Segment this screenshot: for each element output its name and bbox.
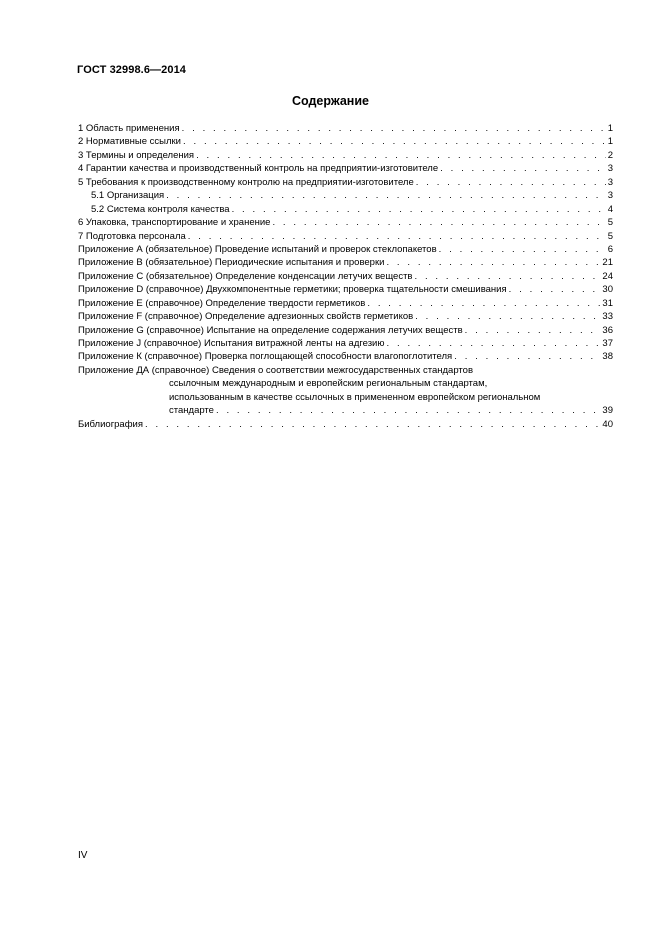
- toc-entry-annex-c[interactable]: [78, 270, 613, 283]
- toc-entry-normative-refs[interactable]: [78, 135, 613, 148]
- toc-entry-label: 1 Область применения: [78, 123, 180, 134]
- dot-leader: [272, 216, 605, 229]
- toc-entry-terms[interactable]: [78, 149, 613, 162]
- toc-entry-bibliography[interactable]: [78, 418, 613, 431]
- toc-entry-quality-system[interactable]: [78, 203, 613, 216]
- toc-entry-page: 39: [602, 405, 613, 417]
- toc-entry-label: 5.1 Организация: [91, 190, 165, 202]
- table-of-contents: [78, 122, 613, 431]
- toc-entry-label: 2 Нормативные ссылки: [78, 136, 181, 148]
- toc-entry-label-continuation: использованным в качестве ссылочных в примененном европейском региональном: [169, 391, 541, 403]
- dot-leader: [188, 230, 606, 243]
- toc-entry-annex-b[interactable]: [78, 256, 613, 269]
- toc-entry-label: Приложение G (справочное) Испытание на определение содержания летучих веществ: [78, 324, 463, 336]
- dot-leader: [454, 350, 600, 363]
- toc-entry-label-continuation: стандарте: [169, 405, 214, 417]
- toc-entry-label: Приложение К (справочное) Проверка поглощающей способности влагопоглотителя: [78, 351, 453, 363]
- toc-entry-label-continuation: ссылочным международным и европейским региональным стандартам,: [169, 378, 488, 390]
- toc-entry-label: Библиография: [78, 418, 143, 430]
- dot-leader: [367, 297, 600, 310]
- toc-entry-label: 5 Требования к производственному контролю на предприятии-изготовителе: [78, 176, 414, 188]
- toc-entry-packaging[interactable]: [78, 216, 613, 229]
- dot-leader: [196, 149, 606, 162]
- toc-entry-page: 38: [602, 351, 613, 363]
- dot-leader: [183, 135, 606, 148]
- dot-leader: [166, 189, 606, 202]
- toc-entry-page: 36: [602, 324, 613, 336]
- toc-entry-page: 21: [602, 257, 613, 269]
- dot-leader: [182, 122, 606, 135]
- toc-entry-scope[interactable]: [78, 122, 613, 135]
- dot-leader: [440, 162, 606, 175]
- toc-entry-page: 24: [602, 270, 613, 282]
- toc-entry-label: 7 Подготовка персонала: [78, 230, 186, 242]
- toc-entry-personnel[interactable]: [78, 230, 613, 243]
- toc-entry-annex-d[interactable]: [78, 283, 613, 296]
- toc-entry-label: 5.2 Система контроля качества: [91, 203, 230, 215]
- toc-entry-page: 31: [602, 297, 613, 309]
- toc-entry-page: 1: [607, 136, 613, 148]
- toc-entry-production-control[interactable]: [78, 176, 613, 189]
- toc-entry-page: 3: [607, 190, 613, 202]
- document-code: ГОСТ 32998.6—2014: [77, 64, 187, 76]
- toc-entry-label: 4 Гарантии качества и производственный контроль на предприятии-изготовителе: [78, 163, 439, 175]
- toc-entry-page: 5: [607, 230, 613, 242]
- toc-entry-label: Приложение ДА (справочное) Сведения о соответствии межгосударственных стандартов: [78, 364, 473, 376]
- toc-entry-label: Приложение Е (справочное) Определение твердости герметиков: [78, 297, 366, 309]
- toc-entry-page: 3: [607, 163, 613, 175]
- page-folio: IV: [78, 850, 88, 861]
- toc-title: Содержание: [291, 94, 369, 108]
- toc-entry-label: 3 Термины и определения: [78, 149, 195, 161]
- toc-entry-annex-e[interactable]: [78, 297, 613, 310]
- dot-leader: [414, 270, 600, 283]
- dot-leader: [386, 337, 600, 350]
- toc-entry-last-line: [78, 404, 613, 417]
- dot-leader: [509, 283, 601, 296]
- toc-entry-page: 4: [607, 203, 613, 215]
- dot-leader: [439, 243, 606, 256]
- toc-entry-page: 33: [602, 311, 613, 323]
- toc-entry-annex-a[interactable]: [78, 243, 613, 256]
- toc-entry-page: 5: [607, 217, 613, 229]
- toc-entry-label: Приложение В (обязательное) Периодические испытания и проверки: [78, 257, 385, 269]
- toc-entry-label: Приложение А (обязательное) Проведение испытаний и проверок стеклопакетов: [78, 243, 437, 255]
- toc-entry-label: Приложение J (справочное) Испытания витражной ленты на адгезию: [78, 338, 385, 349]
- toc-entry-page: 40: [602, 418, 613, 430]
- toc-entry-annex-k[interactable]: [78, 350, 613, 363]
- dot-leader: [145, 418, 600, 431]
- dot-leader: [415, 310, 600, 323]
- dot-leader: [216, 404, 600, 417]
- toc-entry-label: Приложение F (справочное) Определение адгезионных свойств герметиков: [78, 311, 414, 323]
- toc-entry-page: 2: [607, 149, 613, 161]
- dot-leader: [416, 176, 606, 189]
- dot-leader: [465, 324, 601, 337]
- toc-entry-page: 1: [607, 123, 613, 134]
- toc-entry-page: 3: [607, 176, 613, 188]
- toc-entry-annex-g[interactable]: [78, 324, 613, 337]
- toc-entry-page: 30: [602, 284, 613, 296]
- toc-entry-annex-f[interactable]: [78, 310, 613, 323]
- toc-entry-annex-j[interactable]: [78, 337, 613, 350]
- toc-entry-label: Приложение С (обязательное) Определение конденсации летучих веществ: [78, 270, 413, 282]
- toc-entry-annex-da[interactable]: [78, 364, 613, 418]
- toc-entry-page: 6: [607, 243, 613, 255]
- toc-entry-label: 6 Упаковка, транспортирование и хранение: [78, 217, 271, 229]
- toc-entry-quality-assurance[interactable]: [78, 162, 613, 175]
- dot-leader: [386, 256, 600, 269]
- toc-entry-organization[interactable]: [78, 189, 613, 202]
- dot-leader: [232, 203, 606, 216]
- toc-entry-page: 37: [602, 338, 613, 349]
- toc-entry-label: Приложение D (справочное) Двухкомпонентные герметики; проверка тщательности смешивания: [78, 284, 507, 296]
